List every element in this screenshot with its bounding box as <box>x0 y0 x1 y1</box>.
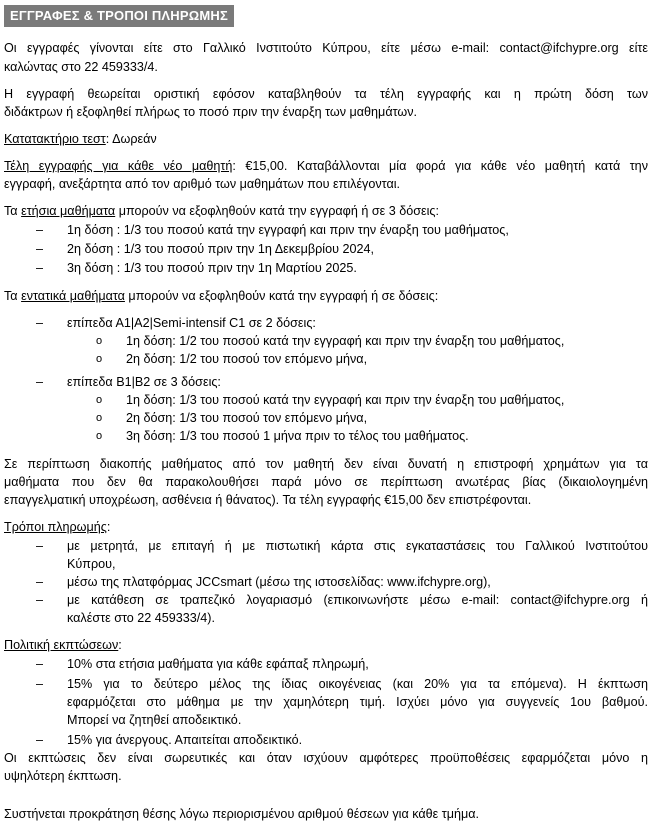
annual-installment-3: 3η δόση : 1/3 του ποσού πριν την 1η Μαρτίου 2025. <box>67 261 357 275</box>
dash-marker: – <box>36 316 44 330</box>
discount-note-line2: υψηλότερη έκπτωση. <box>4 769 122 783</box>
discount-family-line1: 15% για το δεύτερο μέλος της ίδιας οικογένειας (και 20% για τα επόμενα). Η έκπτωση <box>67 677 648 691</box>
payment-cash-line1: με μετρητά, με επιταγή ή με πιστωτική κάρτα στις εγκαταστάσεις του Γαλλικού Ινστιτούτου <box>67 539 648 553</box>
refund-line1: Σε περίπτωση διακοπής μαθήματος από τον μαθητή δεν είναι δυνατή η επιστροφή χρημάτων για τα <box>4 457 648 471</box>
registration-fee-label: Τέλη εγγραφής για κάθε νέο μαθητή <box>4 159 233 173</box>
discount-note-line1: Οι εκπτώσεις δεν είναι σωρευτικές και όταν ισχύουν αμφότερες προϋποθέσεις εφαρμόζεται μόνο η <box>4 751 648 765</box>
intensive-group1-item-2: 2η δόση: 1/2 του ποσού τον επόμενο μήνα, <box>126 352 368 366</box>
intensive-courses-intro: Τα εντατικά μαθήματα μπορούν να εξοφληθούν κατά την εγγραφή ή σε δόσεις: <box>4 289 439 303</box>
discount-family-line3: Μπορεί να ζητηθεί αποδεικτικό. <box>67 713 242 727</box>
bullet-marker: o <box>96 412 103 424</box>
annual-courses-label: ετήσια μαθήματα <box>21 204 116 218</box>
section-heading: ΕΓΓΡΑΦΕΣ & ΤΡΟΠΟΙ ΠΛΗΡΩΜΗΣ <box>4 5 234 27</box>
dash-marker: – <box>36 539 44 553</box>
registration-info-line1: Οι εγγραφές γίνονται είτε στο Γαλλικό Ινστιτούτο Κύπρου, είτε μέσω e-mail: contact@ifchypre.org είτε <box>4 41 648 55</box>
bullet-marker: o <box>96 394 103 406</box>
discount-policy-label: Πολιτική εκπτώσεων <box>4 638 119 652</box>
registration-fee-line1 <box>4 158 648 174</box>
payment-bank-line2: καλέστε στο 22 459333/4). <box>67 611 215 625</box>
registration-info-line2: καλώντας στο 22 459333/4. <box>4 60 158 74</box>
intensive-group2-title: επίπεδα Β1|Β2 σε 3 δόσεις: <box>67 375 221 389</box>
reservation-note: Συστήνεται προκράτηση θέσης λόγω περιορισμένου αριθμού θέσεων για κάθε τμήμα. <box>4 807 480 821</box>
discount-family-line2: εφαρμόζεται στο μάθημα με την χαμηλότερη τιμή. Ισχύει μόνο για συγγενείς 1ου βαθμού. <box>67 695 648 709</box>
bullet-marker: o <box>96 353 103 365</box>
dash-marker: – <box>36 242 44 256</box>
annual-courses-intro: Τα ετήσια μαθήματα μπορούν να εξοφληθούν κατά την εγγραφή ή σε 3 δόσεις: <box>4 204 439 218</box>
registration-fee-text: : €15,00. Καταβάλλονται μία φορά για κάθε νέο μαθητή κατά την <box>232 159 648 173</box>
discount-annual: 10% στα ετήσια μαθήματα για κάθε εφάπαξ πληρωμή, <box>67 657 369 671</box>
dash-marker: – <box>36 223 44 237</box>
discount-policy-heading: Πολιτική εκπτώσεων: <box>4 638 122 652</box>
intensive-group1-item-1: 1η δόση: 1/2 του ποσού κατά την εγγραφή και πριν την έναρξη του μαθήματος, <box>126 334 565 348</box>
dash-marker: – <box>36 733 44 747</box>
intensive-group2-item-3: 3η δόση: 1/3 του ποσού 1 μήνα πριν το τέλος του μαθήματος. <box>126 429 469 443</box>
discount-unemployed: 15% για άνεργους. Απαιτείται αποδεικτικό. <box>67 733 303 747</box>
intensive-courses-label: εντατικά μαθήματα <box>21 289 125 303</box>
annual-installment-1: 1η δόση : 1/3 του ποσού κατά την εγγραφή και πριν την έναρξη του μαθήματος, <box>67 223 509 237</box>
payment-cash-line2: Κύπρου, <box>67 557 116 571</box>
dash-marker: – <box>36 375 44 389</box>
dash-marker: – <box>36 593 44 607</box>
payment-bank-line1: με κατάθεση σε τραπεζικό λογαριασμό (επικοινωνήστε μέσω e-mail: contact@ifchypre.org ή <box>67 593 648 607</box>
dash-marker: – <box>36 657 44 671</box>
payment-methods-label: Τρόποι πληρωμής <box>4 520 107 534</box>
placement-test-value: : Δωρεάν <box>105 132 157 146</box>
bullet-marker: o <box>96 335 103 347</box>
annual-installment-2: 2η δόση : 1/3 του ποσού πριν την 1η Δεκεμβρίου 2024, <box>67 242 375 256</box>
intensive-group2-item-2: 2η δόση: 1/3 του ποσού τον επόμενο μήνα, <box>126 411 368 425</box>
intensive-group1-title: επίπεδα Α1|A2|Semi-intensif C1 σε 2 δόσεις: <box>67 316 316 330</box>
placement-test-line <box>4 131 648 147</box>
placement-test-label: Κατατακτήριο τεστ <box>4 132 106 146</box>
payment-jccsmart: μέσω της πλατφόρμας JCCsmart (μέσω της ιστοσελίδας: www.ifchypre.org), <box>67 575 491 589</box>
payment-methods-heading: Τρόποι πληρωμής: <box>4 520 111 534</box>
dash-marker: – <box>36 261 44 275</box>
dash-marker: – <box>36 677 44 691</box>
registration-final-line1: Η εγγραφή θεωρείται οριστική εφόσον καταβληθούν τα τέλη εγγραφής και η πρώτη δόση των <box>4 87 648 101</box>
refund-line3: επαγγελματική υποχρέωση, ασθένεια ή θάνατος). Τα τέλη εγγραφής €15,00 δεν επιστρέφονται. <box>4 493 532 507</box>
registration-final-line2: διδάκτρων ή εξοφληθεί πλήρως το ποσό πριν την έναρξη των μαθημάτων. <box>4 105 418 119</box>
dash-marker: – <box>36 575 44 589</box>
intensive-group2-item-1: 1η δόση: 1/3 του ποσού κατά την εγγραφή και πριν την έναρξη του μαθήματος, <box>126 393 565 407</box>
bullet-marker: o <box>96 430 103 442</box>
registration-fee-line2: εγγραφή, ανεξάρτητα από τον αριθμό των μαθημάτων που επιλέγονται. <box>4 177 401 191</box>
refund-line2: μαθήματα που δεν θα παρακολουθήσει παρά μόνο σε περίπτωση ανωτέρας βίας (δικαιολογημένη <box>4 475 648 489</box>
